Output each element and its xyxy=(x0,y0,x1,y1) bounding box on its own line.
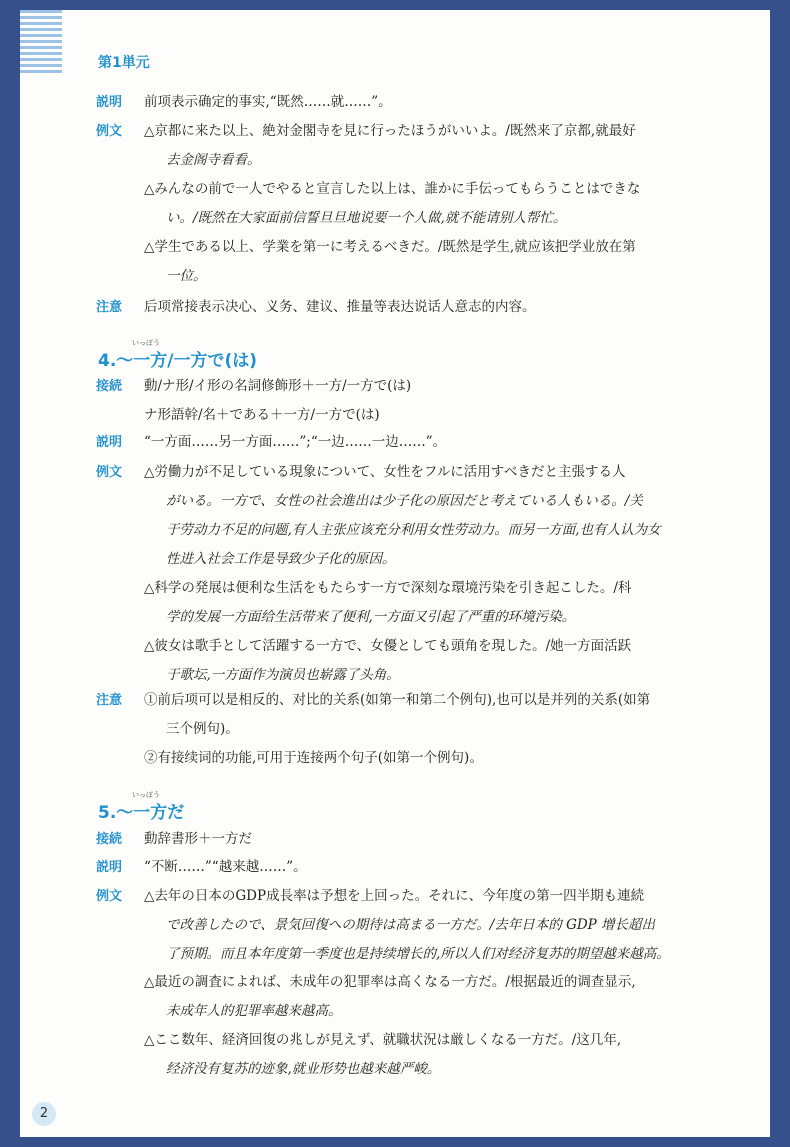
chui-line: 三个例句)。 xyxy=(166,721,239,737)
setsuzoku-label: 接続 xyxy=(96,379,123,394)
chui-text: 后项常接表示决心、义务、建议、推量等表达说话人意志的内容。 xyxy=(144,299,536,315)
example xyxy=(144,175,742,233)
page-number: 2 xyxy=(32,1102,56,1126)
example-jp: △科学の発展は便利な生活をもたらす一方で深刻な環境汚染を引き起こした。/科 xyxy=(144,580,632,596)
example-cn: 于歌坛,一方面作为演员也崭露了头角。 xyxy=(166,667,400,683)
unit-title: 第1単元 xyxy=(98,55,150,71)
setsumei-label: 説明 xyxy=(96,95,123,110)
example xyxy=(144,632,742,690)
example-jp: △最近の調査によれば、未成年の犯罪率は高くなる一方だ。/根据最近的调查显示, xyxy=(144,974,636,990)
example-cn: がいる。一方で、女性の社会進出は少子化の原因だと考えている人もいる。/关 xyxy=(166,493,643,509)
setsuzoku-label: 接続 xyxy=(96,832,123,847)
reibun-label: 例文 xyxy=(96,889,123,904)
ruby: いっぽう xyxy=(132,339,160,347)
section-title: 4.～一方/一方で(は) xyxy=(98,351,258,371)
example xyxy=(144,117,742,175)
section-title: 5.～一方だ xyxy=(98,803,185,823)
example-cn: い。/既然在大家面前信誓旦旦地说要一个人做,就不能请别人帮忙。 xyxy=(166,210,567,226)
setsumei-label: 説明 xyxy=(96,860,123,875)
example-cn: 经济没有复苏的迹象,就业形势也越来越严峻。 xyxy=(166,1061,441,1077)
example xyxy=(144,458,742,574)
example-cn: 去金阁寺看看。 xyxy=(166,152,261,168)
chui-list xyxy=(144,686,742,773)
example xyxy=(144,1026,742,1084)
setsumei-text: 前项表示确定的事实,“既然……就……”。 xyxy=(144,94,392,110)
example xyxy=(144,882,742,969)
setsuzoku-list xyxy=(144,372,742,430)
example-cn: 一位。 xyxy=(166,268,207,284)
reibun-label: 例文 xyxy=(96,124,123,139)
example-cn: 学的发展一方面给生活带来了便利,一方面又引起了严重的环境污染。 xyxy=(166,609,576,625)
setsumei-label: 説明 xyxy=(96,435,123,450)
example xyxy=(144,968,742,1026)
example-jp: △去年の日本のGDP成長率は予想を上回った。それに、今年度の第一四半期も連続 xyxy=(144,888,645,904)
example xyxy=(144,233,742,291)
example xyxy=(144,574,742,632)
chui-line: ①前后项可以是相反的、对比的关系(如第一和第二个例句),也可以是并列的关系(如第 xyxy=(144,692,651,708)
reibun-label: 例文 xyxy=(96,465,123,480)
ruby: いっぽう xyxy=(132,791,160,799)
example-cn: 性进入社会工作是导致少子化的原因。 xyxy=(166,551,396,567)
setsumei-text: “一方面……另一方面……”;“一边……一边……”。 xyxy=(144,434,447,450)
example-cn: 了预期。而且本年度第一季度也是持续增长的,所以人们对经济复苏的期望越来越高。 xyxy=(166,946,670,962)
example-cn: で改善したので、景気回復への期待は高まる一方だ。/去年日本的 GDP 增长超出 xyxy=(166,917,656,933)
example-cn: 未成年人的犯罪率越来越高。 xyxy=(166,1003,342,1019)
setsuzoku-line: ナ形語幹/名＋である＋一方/一方で(は) xyxy=(144,407,380,423)
example-jp: △彼女は歌手として活躍する一方で、女優としても頭角を現した。/她一方面活跃 xyxy=(144,638,632,654)
example-jp: △労働力が不足している現象について、女性をフルに活用すべきだと主張する人 xyxy=(144,464,626,480)
chui-label: 注意 xyxy=(96,693,123,708)
decorative-stripes xyxy=(20,10,62,90)
chui-line: ②有接续词的功能,可用于连接两个句子(如第一个例句)。 xyxy=(144,750,483,766)
example-cn: 于劳动力不足的问题,有人主张应该充分利用女性劳动力。而另一方面,也有人认为女 xyxy=(166,522,661,538)
example-jp: △学生である以上、学業を第一に考えるべきだ。/既然是学生,就应该把学业放在第 xyxy=(144,239,636,255)
textbook-page xyxy=(20,10,770,1137)
setsuzoku-line: 動/ナ形/イ形の名詞修飾形＋一方/一方で(は) xyxy=(144,378,412,394)
example-jp: △京都に来た以上、絶対金閣寺を見に行ったほうがいいよ。/既然来了京都,就最好 xyxy=(144,123,636,139)
setsuzoku-text: 動辞書形＋一方だ xyxy=(144,831,252,847)
setsumei-text: “不断……”“越来越……”。 xyxy=(144,859,307,875)
example-jp: △みんなの前で一人でやると宣言した以上は、誰かに手伝ってもらうことはできな xyxy=(144,181,641,197)
chui-label: 注意 xyxy=(96,300,123,315)
example-jp: △ここ数年、経済回復の兆しが見えず、就職状況は厳しくなる一方だ。/这几年, xyxy=(144,1032,622,1048)
